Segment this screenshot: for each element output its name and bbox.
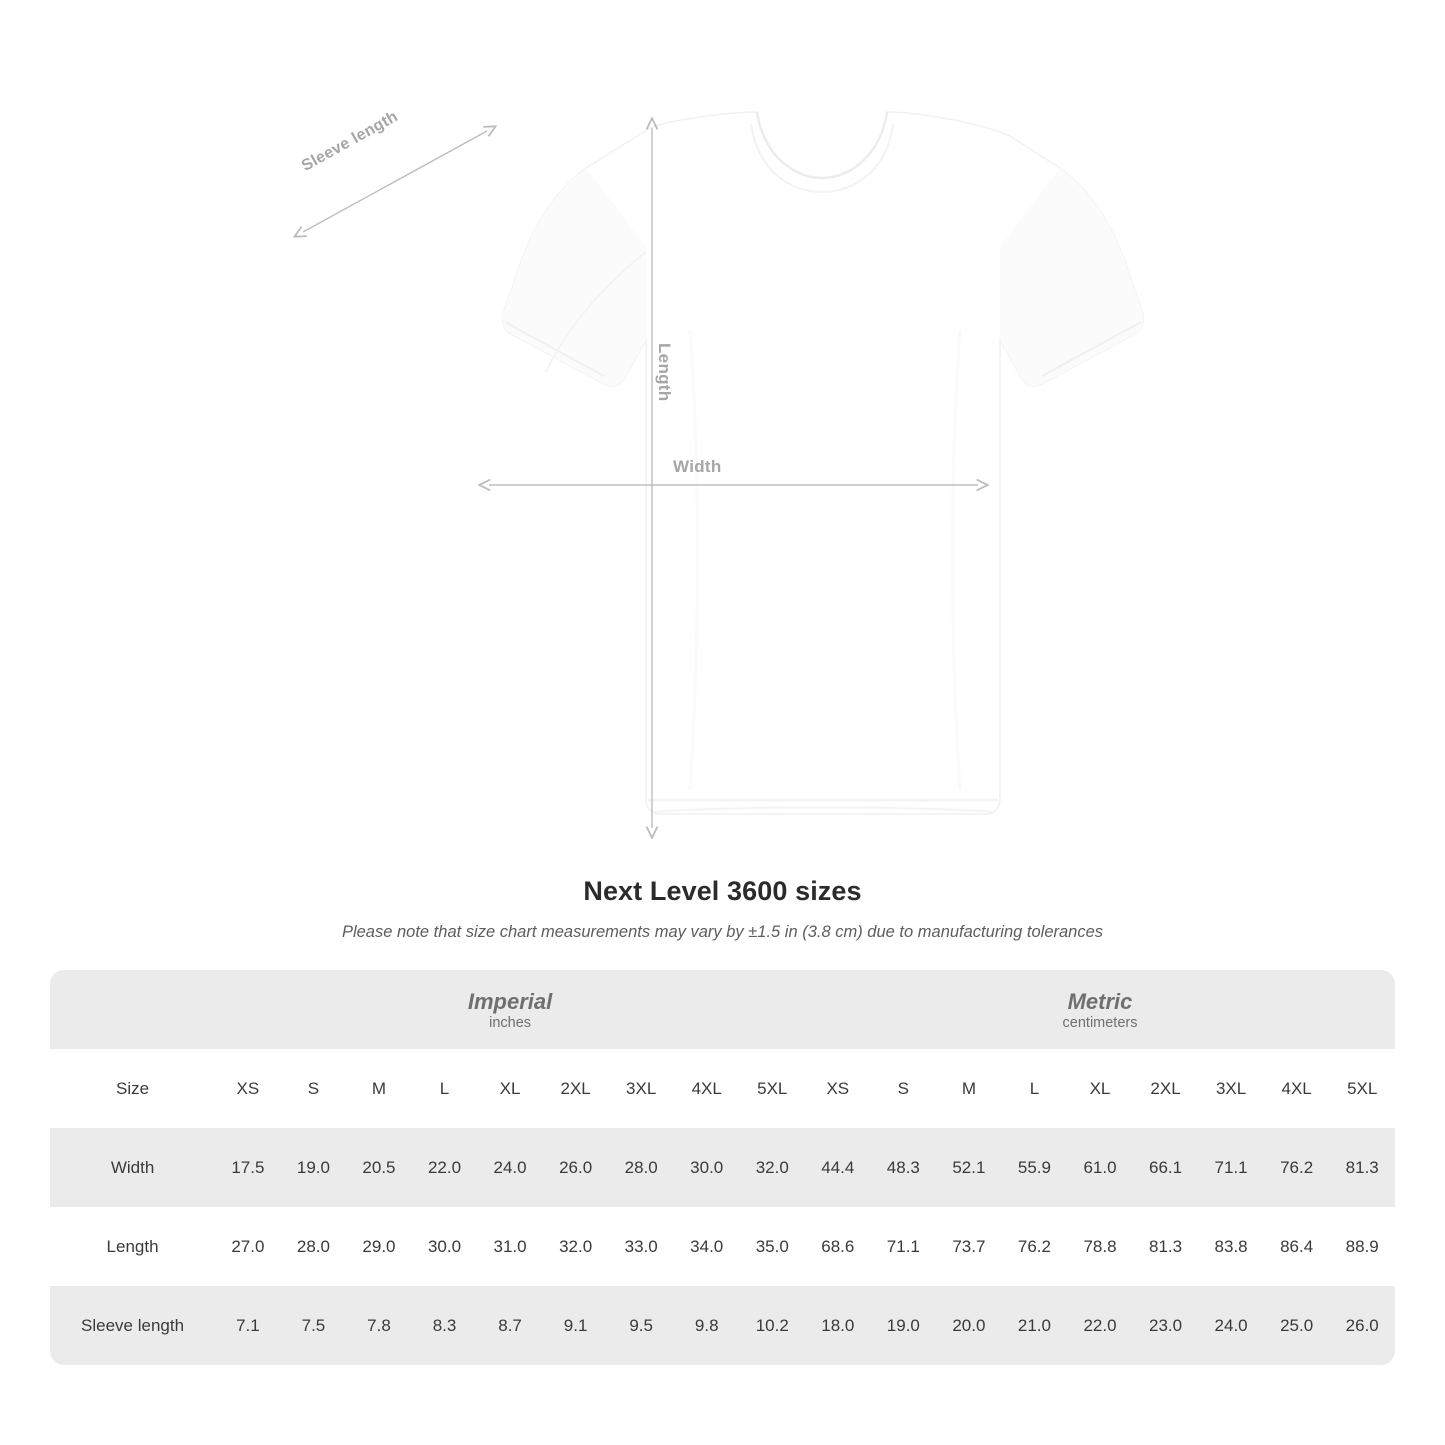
size-header-cell: 5XL <box>739 1049 805 1128</box>
measurement-cell: 26.0 <box>543 1128 609 1207</box>
length-label: Length <box>655 343 674 402</box>
measurement-cell: 29.0 <box>346 1207 412 1286</box>
size-header-cell: 3XL <box>608 1049 674 1128</box>
measurement-cell: 30.0 <box>412 1207 478 1286</box>
measurement-cell: 27.0 <box>215 1207 281 1286</box>
table-row <box>50 1207 1395 1286</box>
table-corner-cell <box>50 970 215 1049</box>
measurement-cell: 34.0 <box>674 1207 740 1286</box>
unit-system-unit: centimeters <box>1062 1015 1138 1032</box>
measurement-cell: 81.3 <box>1329 1128 1395 1207</box>
measurement-cell: 21.0 <box>1002 1286 1068 1365</box>
size-header-cell: L <box>1002 1049 1068 1128</box>
sleeve-length-label: Sleeve length <box>299 108 401 175</box>
measurement-cell: 71.1 <box>871 1207 937 1286</box>
size-header-cell: XS <box>805 1049 871 1128</box>
measurement-cell: 61.0 <box>1067 1128 1133 1207</box>
measurement-cell: 48.3 <box>871 1128 937 1207</box>
size-header-cell: XL <box>477 1049 543 1128</box>
size-header-cell: M <box>936 1049 1002 1128</box>
measurement-cell: 18.0 <box>805 1286 871 1365</box>
size-header-cell: L <box>412 1049 478 1128</box>
measurement-row-label: Length <box>50 1207 215 1286</box>
measurement-cell: 33.0 <box>608 1207 674 1286</box>
size-header-cell: M <box>346 1049 412 1128</box>
measurement-cell: 86.4 <box>1264 1207 1330 1286</box>
measurement-cell: 9.1 <box>543 1286 609 1365</box>
measurement-cell: 73.7 <box>936 1207 1002 1286</box>
measurement-cell: 81.3 <box>1133 1207 1199 1286</box>
unit-group-header-row <box>50 970 1395 1049</box>
size-header-cell: S <box>281 1049 347 1128</box>
measurement-cell: 76.2 <box>1264 1128 1330 1207</box>
measurement-cell: 19.0 <box>281 1128 347 1207</box>
measurement-cell: 32.0 <box>739 1128 805 1207</box>
measurement-cell: 28.0 <box>608 1128 674 1207</box>
measurement-cell: 68.6 <box>805 1207 871 1286</box>
measurement-cell: 20.5 <box>346 1128 412 1207</box>
measurement-cell: 23.0 <box>1133 1286 1199 1365</box>
table-row <box>50 1128 1395 1207</box>
width-label: Width <box>673 457 722 476</box>
measurement-cell: 19.0 <box>871 1286 937 1365</box>
unit-system-name: Metric <box>1067 988 1133 1014</box>
measurement-cell: 66.1 <box>1133 1128 1199 1207</box>
measurement-cell: 31.0 <box>477 1207 543 1286</box>
unit-system-header-imperial <box>215 970 805 1049</box>
measurement-cell: 26.0 <box>1329 1286 1395 1365</box>
tolerance-note: Please note that size chart measurements may vary by ±1.5 in (3.8 cm) due to manufacturing tolerances <box>341 923 1104 941</box>
measurement-row-label: Sleeve length <box>50 1286 215 1365</box>
measurement-cell: 24.0 <box>477 1128 543 1207</box>
size-header-cell: 3XL <box>1198 1049 1264 1128</box>
measurement-cell: 9.5 <box>608 1286 674 1365</box>
measurement-cell: 88.9 <box>1329 1207 1395 1286</box>
size-header-cell: 4XL <box>674 1049 740 1128</box>
measurement-cell: 10.2 <box>739 1286 805 1365</box>
measurement-cell: 20.0 <box>936 1286 1002 1365</box>
unit-system-header-metric <box>805 970 1395 1049</box>
size-header-cell: XS <box>215 1049 281 1128</box>
measurement-cell: 7.1 <box>215 1286 281 1365</box>
unit-system-unit: inches <box>489 1015 532 1032</box>
unit-system-name: Imperial <box>467 988 553 1014</box>
measurement-cell: 44.4 <box>805 1128 871 1207</box>
measurement-cell: 35.0 <box>739 1207 805 1286</box>
size-header-row <box>50 1049 1395 1128</box>
measurement-cell: 28.0 <box>281 1207 347 1286</box>
measurement-cell: 30.0 <box>674 1128 740 1207</box>
measurement-cell: 8.3 <box>412 1286 478 1365</box>
size-header-cell: S <box>871 1049 937 1128</box>
measurement-cell: 7.5 <box>281 1286 347 1365</box>
measurement-cell: 8.7 <box>477 1286 543 1365</box>
measurement-cell: 78.8 <box>1067 1207 1133 1286</box>
size-chart-table-wrapper <box>50 970 1395 1365</box>
measurement-cell: 55.9 <box>1002 1128 1068 1207</box>
measurement-cell: 71.1 <box>1198 1128 1264 1207</box>
page-title: Next Level 3600 sizes <box>583 876 862 906</box>
measurement-cell: 22.0 <box>412 1128 478 1207</box>
measurement-cell: 76.2 <box>1002 1207 1068 1286</box>
size-header-cell: 2XL <box>1133 1049 1199 1128</box>
table-row <box>50 1286 1395 1365</box>
measurement-row-label: Width <box>50 1128 215 1207</box>
measurement-cell: 25.0 <box>1264 1286 1330 1365</box>
measurement-cell: 24.0 <box>1198 1286 1264 1365</box>
measurement-cell: 83.8 <box>1198 1207 1264 1286</box>
measurement-cell: 22.0 <box>1067 1286 1133 1365</box>
size-header-label: Size <box>50 1049 215 1128</box>
measurement-cell: 9.8 <box>674 1286 740 1365</box>
size-header-cell: 5XL <box>1329 1049 1395 1128</box>
title-block <box>0 876 1445 942</box>
size-header-cell: XL <box>1067 1049 1133 1128</box>
measurement-cell: 17.5 <box>215 1128 281 1207</box>
measurement-cell: 32.0 <box>543 1207 609 1286</box>
measurement-cell: 52.1 <box>936 1128 1002 1207</box>
measurement-cell: 7.8 <box>346 1286 412 1365</box>
size-header-cell: 4XL <box>1264 1049 1330 1128</box>
size-chart-table <box>50 970 1395 1365</box>
size-header-cell: 2XL <box>543 1049 609 1128</box>
